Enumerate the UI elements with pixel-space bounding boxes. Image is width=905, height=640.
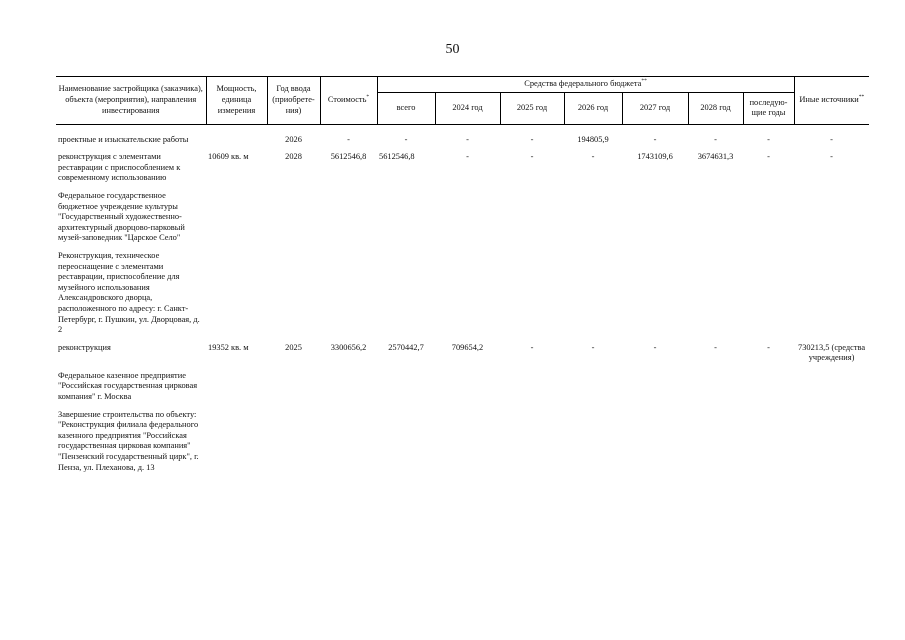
row-cost: 3300656,2 <box>330 342 367 352</box>
row-total: 2570442,7 <box>388 342 424 352</box>
row-name: Завершение строительства по объекту: "Реконструкция филиала федерального казенного предприятия "Российская государственная цирковая компания" "Пензенский государственный цирк", г. Пенза, ул. Плеханова, д. 13 <box>58 409 199 472</box>
row-name: реконструкция <box>58 342 111 352</box>
row-empty-cells <box>206 364 869 403</box>
table-row <box>56 145 869 184</box>
table-row <box>56 403 869 474</box>
table-header <box>56 77 869 125</box>
row-capacity: 19352 кв. м <box>208 342 249 352</box>
table-row <box>56 364 869 403</box>
row-capacity <box>206 135 267 146</box>
row-2025: - <box>530 152 534 162</box>
row-name: Федеральное казенное предприятие "Российская государственная цирковая компания" г. Москва <box>58 370 198 402</box>
row-empty-cells <box>206 184 869 244</box>
row-2025: - <box>530 134 534 144</box>
row-2028: - <box>714 134 717 144</box>
row-2028: 3674631,3 <box>697 152 734 162</box>
col-total-header: всего <box>377 92 435 124</box>
row-2024: - <box>466 134 469 144</box>
federal-header-label: Средства федерального бюджета <box>524 79 642 88</box>
row-capacity: 10609 кв. м <box>208 152 249 162</box>
row-2025: - <box>530 342 534 352</box>
row-cost: 5612546,8 <box>330 152 367 162</box>
row-2027: 1743109,6 <box>637 152 673 162</box>
col-2025-header: 2025 год <box>500 92 564 124</box>
col-2027-header: 2027 год <box>622 92 688 124</box>
row-name: проектные и изыскательские работы <box>58 134 189 144</box>
row-later: - <box>767 342 770 352</box>
row-total: - <box>404 134 408 144</box>
other-footnote-mark: ** <box>858 94 865 101</box>
col-year-header: Год ввода (приобрете-ния) <box>267 77 320 125</box>
row-other: 730213,5 (средства учреждения) <box>798 342 866 363</box>
row-2026: - <box>591 342 595 352</box>
page-number: 50 <box>445 42 460 57</box>
col-2028-header: 2028 год <box>688 92 743 124</box>
row-name: Федеральное государственное бюджетное учреждение культуры "Государственный художественно-архитектурный дворцово-парковый музей-заповедник "Царское Село" <box>58 190 185 243</box>
cost-header-label: Стоимость <box>327 95 367 104</box>
col-capacity-header: Мощность, единица измерения <box>206 77 267 125</box>
row-other: - <box>830 134 833 144</box>
row-empty-cells <box>206 403 869 474</box>
col-later-header: последую-щие годы <box>743 92 794 124</box>
row-2027: - <box>653 342 657 352</box>
row-2027: - <box>653 134 657 144</box>
other-header-label: Иные источники <box>799 95 859 104</box>
row-name: Реконструкция, техническое переоснащение с элементами реставрации, приспособление для музейного использования Александровского дворца, расположенного по адресу: г. Санкт-Петербург, г. Пушкин, ул. Дворцовая, д. 2 <box>58 250 200 335</box>
table-row <box>56 244 869 336</box>
table-row <box>56 135 869 146</box>
row-2024: 709654,2 <box>451 342 484 352</box>
federal-footnote-mark: ** <box>641 78 647 85</box>
col-federal-header <box>377 77 794 93</box>
table-row <box>56 184 869 244</box>
row-cost: - <box>347 134 350 144</box>
row-2028: - <box>714 342 717 352</box>
row-year: 2028 <box>285 152 302 162</box>
col-name-header: Наименование застройщика (заказчика), объекта (мероприятия), направления инвестирования <box>56 77 206 125</box>
table-body <box>56 125 869 474</box>
col-cost-header <box>320 77 377 125</box>
row-year: 2025 <box>285 342 302 352</box>
row-total: 5612546,8 <box>379 152 415 162</box>
spacer <box>56 125 869 135</box>
col-other-header <box>794 77 869 125</box>
col-2024-header: 2024 год <box>435 92 500 124</box>
row-year: 2026 <box>285 134 302 144</box>
row-name: реконструкция с элементами реставрации с приспособлением к современному использованию <box>58 152 181 183</box>
row-later: - <box>767 134 770 144</box>
row-2026: - <box>591 152 595 162</box>
row-2024: - <box>466 152 469 162</box>
table-row <box>56 336 869 364</box>
budget-table <box>56 76 869 473</box>
row-other: - <box>830 152 833 162</box>
cost-footnote-mark: * <box>366 94 370 101</box>
row-empty-cells <box>206 244 869 336</box>
row-2026: 194805,9 <box>577 134 609 144</box>
col-2026-header: 2026 год <box>564 92 622 124</box>
row-later: - <box>767 152 770 162</box>
